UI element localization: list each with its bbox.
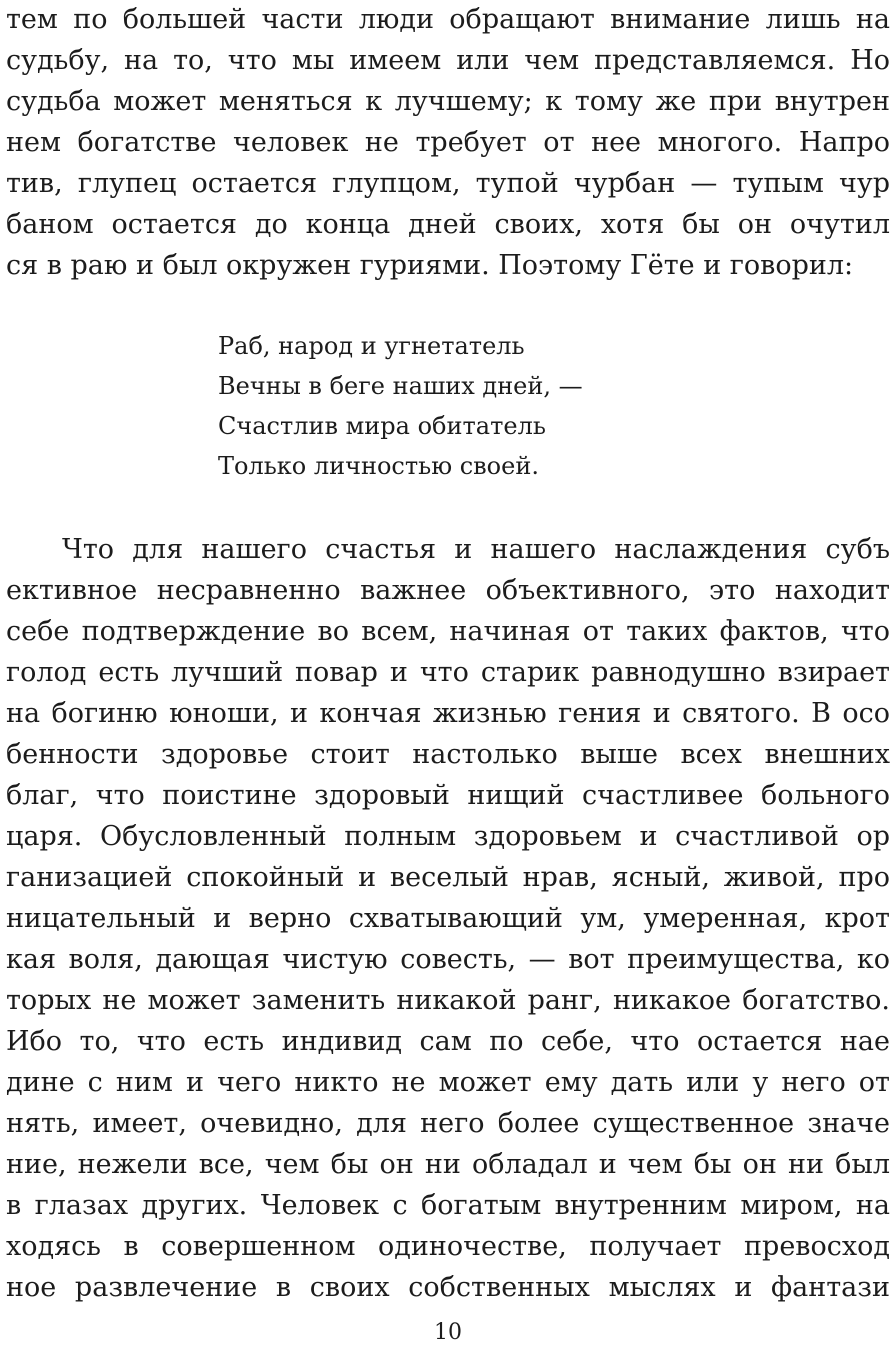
text-line: бенности здоровье стоит настолько выше всех внешних bbox=[6, 739, 890, 770]
text-line: на богиню юноши, и кончая жизнью гения и святого. В осо bbox=[6, 698, 890, 729]
verse-line: Счастлив мира обитатель bbox=[218, 412, 546, 440]
text-line: дине с ним и чего никто не может ему дать или у него от bbox=[6, 1067, 890, 1098]
text-line: Ибо то, что есть индивид сам по себе, что остается нае bbox=[6, 1026, 890, 1057]
text-line: в глазах других. Человек с богатым внутренним миром, на bbox=[6, 1190, 890, 1221]
page-number: 10 bbox=[434, 1320, 462, 1345]
text-line: судьба может меняться к лучшему; к тому же при внутрен bbox=[6, 86, 890, 117]
text-line: себе подтверждение во всем, начиная от таких фактов, что bbox=[6, 616, 890, 647]
text-line: ницательный и верно схватывающий ум, умеренная, крот bbox=[6, 903, 890, 934]
text-line: Что для нашего счастья и нашего наслаждения субъ bbox=[62, 534, 890, 565]
text-line: ся в раю и был окружен гуриями. Поэтому Гёте и говорил: bbox=[6, 250, 854, 281]
text-line: кая воля, дающая чистую совесть, — вот преимущества, ко bbox=[6, 944, 890, 975]
text-line: царя. Обусловленный полным здоровьем и счастливой ор bbox=[6, 821, 890, 852]
text-line: ние, нежели все, чем бы он ни обладал и чем бы он ни был bbox=[6, 1149, 890, 1180]
text-line: тив, глупец остается глупцом, тупой чурбан — тупым чур bbox=[6, 168, 890, 199]
text-line: судьбу, на то, что мы имеем или чем представляемся. Но bbox=[6, 45, 890, 76]
text-line: тем по большей части люди обращают внимание лишь на bbox=[6, 4, 890, 35]
text-line: благ, что поистине здоровый нищий счастливее больного bbox=[6, 780, 890, 811]
text-line: торых не может заменить никакой ранг, никакое богатство. bbox=[6, 985, 890, 1016]
text-line: баном остается до конца дней своих, хотя бы он очутил bbox=[6, 209, 890, 240]
verse-line: Вечны в беге наших дней, — bbox=[218, 372, 583, 400]
verse-line: Раб, народ и угнетатель bbox=[218, 332, 525, 360]
text-line: ганизацией спокойный и веселый нрав, ясный, живой, про bbox=[6, 862, 890, 893]
text-line: ективное несравненно важнее объективного, это находит bbox=[6, 575, 890, 606]
text-line: нем богатстве человек не требует от нее многого. Напро bbox=[6, 127, 890, 158]
text-line: ное развлечение в своих собственных мыслях и фантази bbox=[6, 1272, 890, 1303]
text-line: голод есть лучший повар и что старик равнодушно взирает bbox=[6, 657, 890, 688]
verse-line: Только личностью своей. bbox=[218, 452, 539, 480]
text-line: ходясь в совершенном одиночестве, получает превосход bbox=[6, 1231, 890, 1262]
text-line: нять, имеет, очевидно, для него более существенное значе bbox=[6, 1108, 890, 1139]
